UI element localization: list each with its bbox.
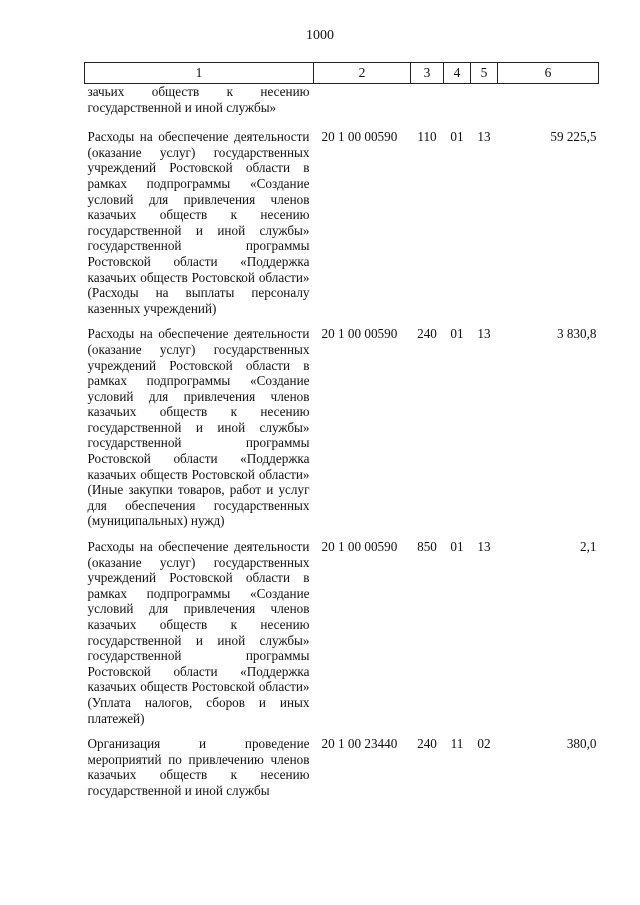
header-col-2: 2 bbox=[314, 63, 411, 84]
row-target-code: 20 1 00 23440 bbox=[321, 736, 398, 752]
table-row bbox=[85, 125, 599, 322]
header-col-3: 3 bbox=[411, 63, 444, 84]
row-subsection: 13 bbox=[477, 539, 491, 555]
page-number: 1000 bbox=[306, 28, 334, 43]
row-section: 01 bbox=[450, 326, 464, 342]
table-row bbox=[85, 732, 599, 804]
row-expense-type: 240 bbox=[417, 736, 437, 752]
budget-table bbox=[84, 62, 599, 805]
row-section: 01 bbox=[450, 129, 464, 145]
row-subsection: 02 bbox=[477, 736, 491, 752]
row-description: Расходы на обеспечение деятельности (оказание услуг) государственных учреждений Ростовской области в рамках подпрограммы «Создание условий для привлечения членов казачьих обществ к несению государственной и иной службы» государственной программы Ростовской области «Поддержка казачьих обществ Ростовской области» (Расходы на выплаты персоналу казенных учреждений) bbox=[87, 129, 310, 316]
table-row bbox=[85, 322, 599, 535]
row-description: Расходы на обеспечение деятельности (оказание услуг) государственных учреждений Ростовской области в рамках подпрограммы «Создание условий для привлечения членов казачьих обществ к несению государственной и иной службы» государственной программы Ростовской области «Поддержка казачьих обществ Ростовской области» (Уплата налогов, сборов и иных платежей) bbox=[87, 539, 310, 726]
row-amount: 2,1 bbox=[580, 539, 597, 555]
row-amount: 3 830,8 bbox=[556, 326, 597, 342]
row-section: 01 bbox=[450, 539, 464, 555]
row-expense-type: 850 bbox=[417, 539, 437, 555]
row-expense-type: 110 bbox=[417, 129, 437, 145]
row-subsection: 13 bbox=[477, 129, 491, 145]
row-amount: 59 225,5 bbox=[550, 129, 597, 145]
header-col-1: 1 bbox=[85, 63, 314, 84]
header-col-4: 4 bbox=[444, 63, 471, 84]
row-target-code: 20 1 00 00590 bbox=[321, 539, 398, 555]
row-section: 11 bbox=[450, 736, 464, 752]
continuation-row bbox=[85, 84, 599, 126]
header-col-6: 6 bbox=[498, 63, 599, 84]
row-description: Организация и проведение мероприятий по привлечению членов казачьих обществ к несению государственной и иной службы bbox=[87, 736, 310, 798]
row-subsection: 13 bbox=[477, 326, 491, 342]
row-target-code: 20 1 00 00590 bbox=[321, 129, 398, 145]
row-expense-type: 240 bbox=[417, 326, 437, 342]
row-amount: 380,0 bbox=[566, 736, 597, 752]
table-header-row bbox=[85, 63, 599, 84]
header-col-5: 5 bbox=[471, 63, 498, 84]
continuation-text: зачьих обществ к несению государственной и иной службы» bbox=[87, 84, 310, 115]
row-target-code: 20 1 00 00590 bbox=[321, 326, 398, 342]
row-description: Расходы на обеспечение деятельности (оказание услуг) государственных учреждений Ростовской области в рамках подпрограммы «Создание условий для привлечения членов казачьих обществ к несению государственной и иной службы» государственной программы Ростовской области «Поддержка казачьих обществ Ростовской области» (Иные закупки товаров, работ и услуг для обеспечения государственных (муниципальных) нужд) bbox=[87, 326, 310, 529]
table-row bbox=[85, 535, 599, 732]
